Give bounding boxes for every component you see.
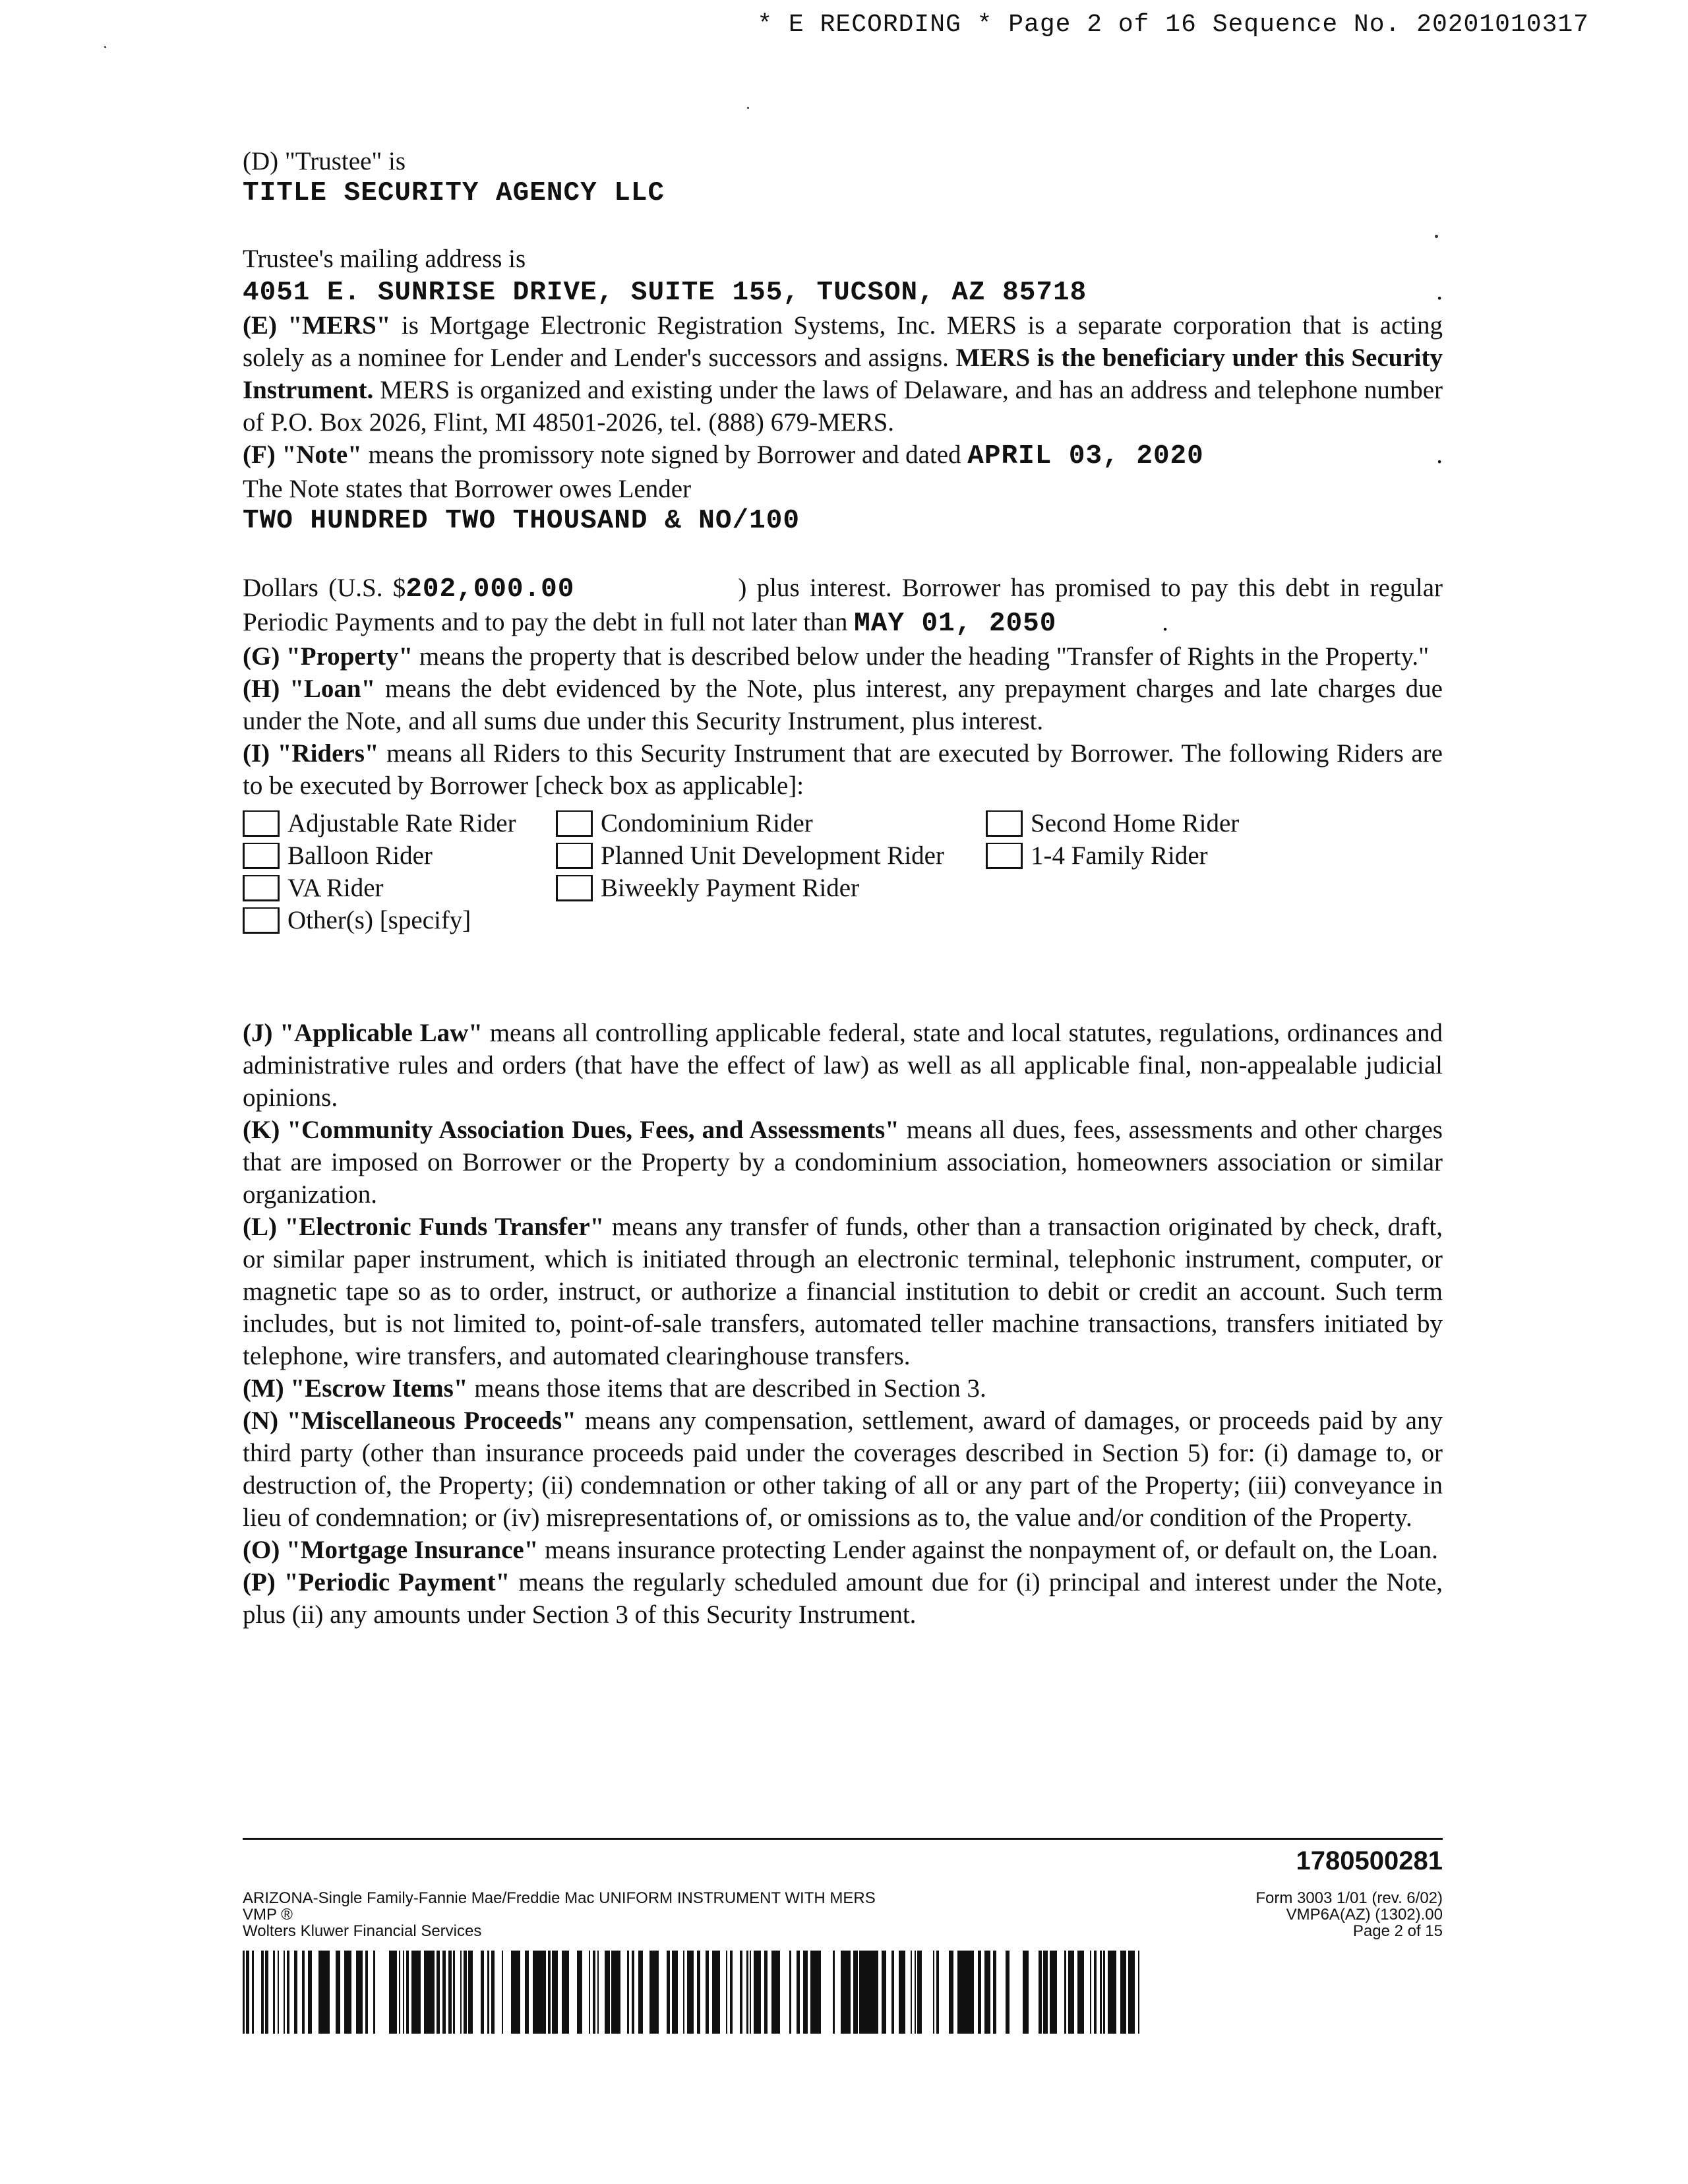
- rider-balloon[interactable]: Balloon Rider: [243, 839, 433, 872]
- note-maturity: MAY 01, 2050: [854, 609, 1057, 639]
- rider-1-4-family[interactable]: 1-4 Family Rider: [986, 839, 1208, 872]
- checkbox-condominium[interactable]: [556, 810, 593, 837]
- scan-speck: [747, 107, 749, 109]
- property-tag: (G) "Property": [243, 642, 413, 671]
- footer-right: [1255, 1890, 1443, 1939]
- rider-va[interactable]: VA Rider: [243, 872, 384, 904]
- checkbox-adjustable-rate[interactable]: [243, 810, 280, 837]
- trustee-mailing-label: Trustee's mailing address is: [243, 245, 526, 273]
- checkbox-1-4-family[interactable]: [986, 843, 1023, 869]
- note-date: APRIL 03, 2020: [967, 441, 1204, 471]
- note-amount: 202,000.00: [406, 574, 575, 605]
- definition-applicable-law: (J) "Applicable Law" means all controlling applicable federal, state and local statutes, regulations, ordinances and administrative rules and orders (that have the effect of law) as well as all applicable final, non-appealable judicial opinions.: [243, 1019, 1443, 1112]
- mers-beneficiary: MERS is the beneficiary under this Security Instrument.: [243, 344, 1443, 404]
- note-dollars: Dollars (U.S. $202,000.00 ) plus interest. Borrower has promised to pay this debt in regular Periodic Payments and to pay the debt in full not later than MAY 01, 2050 .: [243, 574, 1443, 639]
- barcode: [243, 1951, 1139, 2034]
- mers-definition: [243, 309, 1443, 439]
- riders-definition: (I) "Riders" means all Riders to this Security Instrument that are executed by Borrower. The following Riders are to be executed by Borrower [check box as applicable]:: [243, 739, 1443, 800]
- trustee-address: 4051 E. SUNRISE DRIVE, SUITE 155, TUCSON, AZ 85718: [243, 278, 1087, 308]
- rider-condominium[interactable]: Condominium Rider: [556, 807, 813, 839]
- definition-misc-proceeds: (N) "Miscellaneous Proceeds" means any compensation, settlement, award of damages, or proceeds paid by any third party (other than insurance proceeds paid under the coverages described in Section 5) for: (i) damage to, or destruction of, the Property; (ii) condemnation or other taking of all or any part of the Property; (iii) conveyance in lieu of condemnation; or (iv) misrepresentations of, or omissions as to, the value and/or condition of the Property.: [243, 1407, 1443, 1532]
- definition-mortgage-insurance: (O) "Mortgage Insurance" means insurance protecting Lender against the nonpayment of, or default on, the Loan.: [243, 1536, 1438, 1564]
- note-definition: (F) "Note" means the promissory note signed by Borrower and dated APRIL 03, 2020 .: [243, 440, 1443, 471]
- note-text: means the promissory note signed by Borrower and dated: [361, 440, 968, 469]
- checkbox-biweekly[interactable]: [556, 875, 593, 901]
- loan-tag: (H) "Loan": [243, 675, 376, 703]
- form-title: ARIZONA-Single Family-Fannie Mae/Freddie Mac UNIFORM INSTRUMENT WITH MERS: [243, 1889, 876, 1907]
- footer-left: [243, 1890, 876, 1939]
- footer-rule: [243, 1838, 1443, 1840]
- vmp-mark: VMP ®: [243, 1906, 293, 1924]
- note-after-amount: ) plus interest. Borrower has promised to pay this debt in regular Periodic Payments and to pay the debt in full not later than: [243, 574, 1443, 636]
- mers-tag: (E) "MERS": [243, 311, 391, 340]
- document-body: (D) "Trustee" is TITLE SECURITY AGENCY LLC Trustee's mailing address is 4051 E. SUNRISE DRIVE, SUITE 155, TUCSON, AZ 85718 . (E) "MERS" is Mortgage Electronic Registration Systems, Inc. MERS is a separate corporation that is acting solely as a nominee for Lender and Lender's successors and assigns. MERS is the beneficiary under this Security Instrument. MERS is organized and existing under the laws of Delaware, and has an address and telephone number of P.O. Box 2026, Flint, MI 48501-2026, tel. (888) 679-MERS. (F) "Note" means the promissory note signed by Borrower and dated APRIL 03, 2020 . The Note states that Borrower owes Lender TWO HUNDRED TWO THOUSAND & NO/100 Dollars (U.S. $202,000.00 ) plus interest. Borrower has promised to pay this debt in regular Periodic Payments and to pay the debt in full not later than MAY 01, 2050 . (G) "Property" means the property that is described below under the heading "Transfer of Rights in the Property." (H) "Loan" means the debt evidenced by the Note, plus interest, any prepayment charges and late charges due under the Note, and all sums due under this Security Instrument, plus interest. (I) "Riders" means all Riders to this Security Instrument that are executed by Borrower. The following Riders are to be executed by Borrower [check box as applicable]: Adjustable Rate Rider Balloon Rider VA Rider Other(s) [specify] Condominium Rider Planned Unit Development Rider Biweekly Payment Rider Second Home Rider 1-4 Family Rider (J) "Applicable Law" means all controlling applicable federal, state and local statutes, regulations, ordinances and administrative rules and orders (that have the effect of law) as well as all applicable final, non-appealable judicial opinions. (K) "Community Association Dues, Fees, and Assessments" means all dues, fees, assessments and other charges that are imposed on Borrower or the Property by a condominium association, homeowners association or similar organization. (L) "Electronic Funds Transfer" means any transfer of funds, other than a transaction originated by check, draft, or similar paper instrument, which is initiated through an electronic terminal, telephonic instrument, computer, or magnetic tape so as to order, instruct, or authorize a financial institution to debit or credit an account. Such term includes, but is not limited to, point-of-sale transfers, automated teller machine transactions, transfers initiated by telephone, wire transfers, and automated clearinghouse transfers. (M) "Escrow Items" means those items that are described in Section 3. (N) "Miscellaneous Proceeds" means any compensation, settlement, award of damages, or proceeds paid by any third party (other than insurance proceeds paid under the coverages described in Section 5) for: (i) damage to, or destruction of, the Property; (ii) condemnation or other taking of all or any part of the Property; (iii) conveyance in lieu of condemnation; or (iv) misrepresentations of, or omissions as to, the value and/or condition of the Property. (O) "Mortgage Insurance" means insurance protecting Lender against the nonpayment of, or default on, the Loan. (P) "Periodic Payment" means the regularly scheduled amount due for (i) principal and interest under the Note, plus (ii) any amounts under Section 3 of this Security Instrument.: [243, 145, 1443, 1631]
- property-definition: (G) "Property" means the property that is described below under the heading "Transfer of Rights in the Property.": [243, 642, 1430, 671]
- definition-periodic-payment: (P) "Periodic Payment" means the regularly scheduled amount due for (i) principal and interest under the Note, plus (ii) any amounts under Section 3 of this Security Instrument.: [243, 1568, 1443, 1629]
- page-number: Page 2 of 15: [1352, 1922, 1443, 1940]
- checkbox-other[interactable]: [243, 907, 280, 934]
- trustee-name: TITLE SECURITY AGENCY LLC: [243, 178, 665, 208]
- form-code: VMP6A(AZ) (1302).00: [1286, 1906, 1443, 1924]
- note-owes: The Note states that Borrower owes Lender: [243, 475, 692, 503]
- checkbox-va[interactable]: [243, 875, 280, 901]
- checkbox-second-home[interactable]: [986, 810, 1023, 837]
- mers-text-1: is Mortgage Electronic Registration Systems, Inc. MERS is a separate corporation that is acting solely as a nominee for Lender and Lender's successors and assigns.: [243, 311, 1443, 372]
- mers-text-2: MERS is organized and existing under the laws of Delaware, and has an address and telephone number of P.O. Box 2026, Flint, MI 48501-2026, tel. (888) 679-MERS.: [243, 376, 1443, 437]
- loan-definition: (H) "Loan" means the debt evidenced by the Note, plus interest, any prepayment charges and late charges due under the Note, and all sums due under this Security Instrument, plus interest.: [243, 675, 1443, 735]
- loan-number: 1780500281: [1296, 1846, 1443, 1875]
- definition-community-dues: (K) "Community Association Dues, Fees, and Assessments" means all dues, fees, assessments and other charges that are imposed on Borrower or the Property by a condominium association, homeowners association or similar organization.: [243, 1116, 1443, 1209]
- riders-checklist: [243, 807, 1443, 939]
- scan-speck: [104, 46, 106, 48]
- rider-second-home[interactable]: Second Home Rider: [986, 807, 1239, 839]
- recording-header: * E RECORDING * Page 2 of 16 Sequence No. 20201010317: [757, 11, 1589, 39]
- rider-biweekly[interactable]: Biweekly Payment Rider: [556, 872, 859, 904]
- definition-escrow-items: (M) "Escrow Items" means those items that are described in Section 3.: [243, 1374, 986, 1403]
- note-amount-words: TWO HUNDRED TWO THOUSAND & NO/100: [243, 506, 800, 536]
- form-number: Form 3003 1/01 (rev. 6/02): [1255, 1889, 1443, 1907]
- rider-other[interactable]: Other(s) [specify]: [243, 904, 471, 936]
- checkbox-pud[interactable]: [556, 843, 593, 869]
- rider-pud[interactable]: Planned Unit Development Rider: [556, 839, 944, 872]
- note-tag: (F) "Note": [243, 440, 362, 469]
- trustee-label: (D) "Trustee" is: [243, 147, 406, 175]
- definition-electronic-funds: (L) "Electronic Funds Transfer" means any transfer of funds, other than a transaction originated by check, draft, or similar paper instrument, which is initiated through an electronic terminal, telephonic instrument, computer, or magnetic tape so as to order, instruct, or authorize a financial institution to debit or credit an account. Such term includes, but is not limited to, point-of-sale transfers, automated teller machine transactions, transfers initiated by telephone, wire transfers, and automated clearinghouse transfers.: [243, 1213, 1443, 1370]
- publisher: Wolters Kluwer Financial Services: [243, 1922, 482, 1940]
- rider-adjustable-rate[interactable]: Adjustable Rate Rider: [243, 807, 516, 839]
- riders-tag: (I) "Riders": [243, 739, 379, 768]
- checkbox-balloon[interactable]: [243, 843, 280, 869]
